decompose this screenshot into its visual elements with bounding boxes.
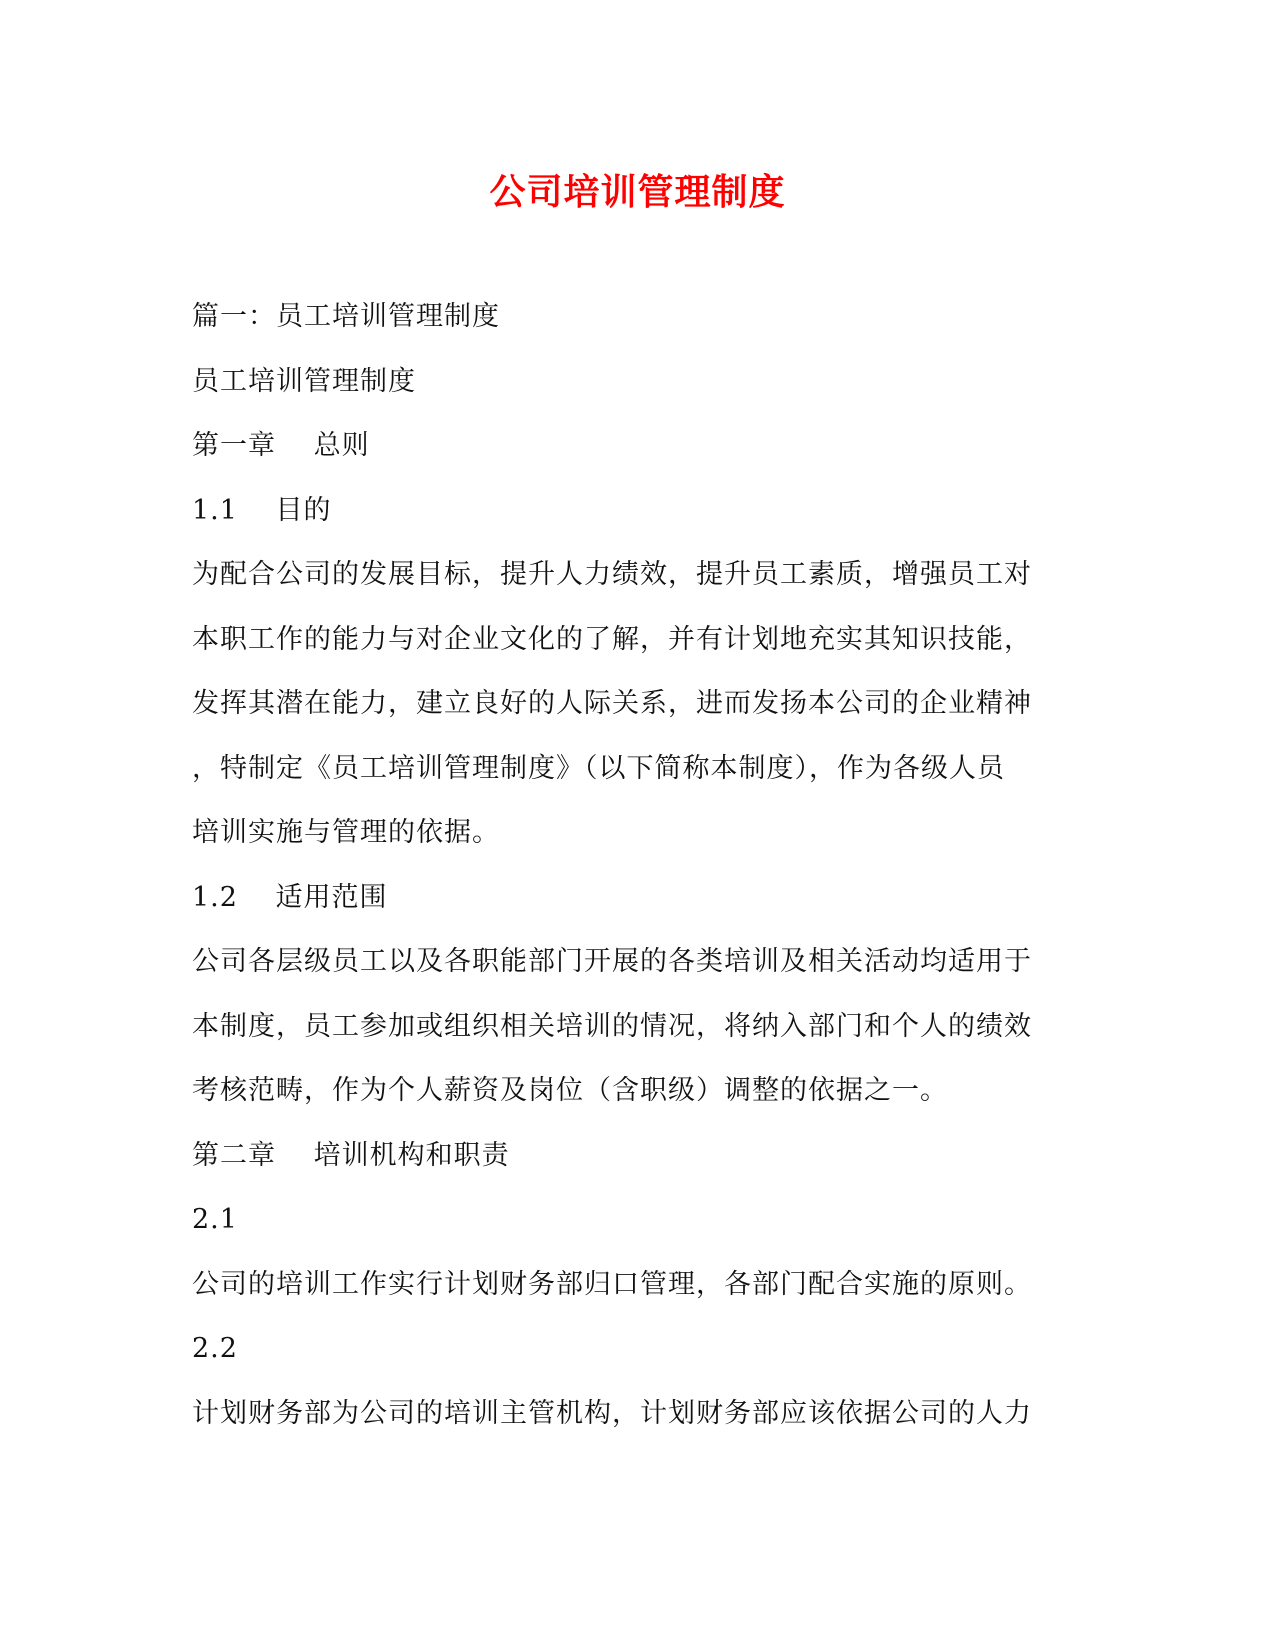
paragraph-line: 计划财务部为公司的培训主管机构，计划财务部应该依据公司的人力 — [192, 1397, 1032, 1429]
paragraph-line: 公司各层级员工以及各职能部门开展的各类培训及相关活动均适用于 — [192, 946, 1032, 977]
paragraph-line: 发挥其潜在能力，建立良好的人际关系，进而发扬本公司的企业精神 — [192, 688, 1032, 719]
chapter-two-heading: 第二章 培训机构和职责 — [192, 1139, 510, 1171]
section-heading-part-one: 篇一：员工培训管理制度 — [192, 301, 500, 332]
paragraph-line: 考核范畴，作为个人薪资及岗位（含职级）调整的依据之一。 — [192, 1075, 948, 1106]
document-body — [192, 285, 1072, 1446]
clause-2-2-number: 2.2 — [192, 1333, 238, 1364]
paragraph-line: ，特制定《员工培训管理制度》（以下简称本制度），作为各级人员 — [192, 752, 1005, 784]
clause-2-1-number: 2.1 — [192, 1204, 238, 1235]
paragraph-line: 本制度，员工参加或组织相关培训的情况，将纳入部门和个人的绩效 — [192, 1010, 1032, 1042]
document-title: 公司培训管理制度 — [489, 171, 786, 213]
clause-1-1-heading: 1.1 目的 — [192, 494, 332, 526]
paragraph-line: 培训实施与管理的依据。 — [192, 817, 500, 848]
paragraph-line: 公司的培训工作实行计划财务部归口管理，各部门配合实施的原则。 — [192, 1268, 1032, 1300]
paragraph-line: 本职工作的能力与对企业文化的了解，并有计划地充实其知识技能， — [192, 623, 1032, 655]
clause-1-2-heading: 1.2 适用范围 — [192, 881, 388, 913]
chapter-one-heading: 第一章 总则 — [192, 430, 370, 461]
paragraph-line: 为配合公司的发展目标，提升人力绩效，提升员工素质，增强员工对 — [192, 559, 1032, 590]
regulation-title: 员工培训管理制度 — [192, 365, 416, 397]
